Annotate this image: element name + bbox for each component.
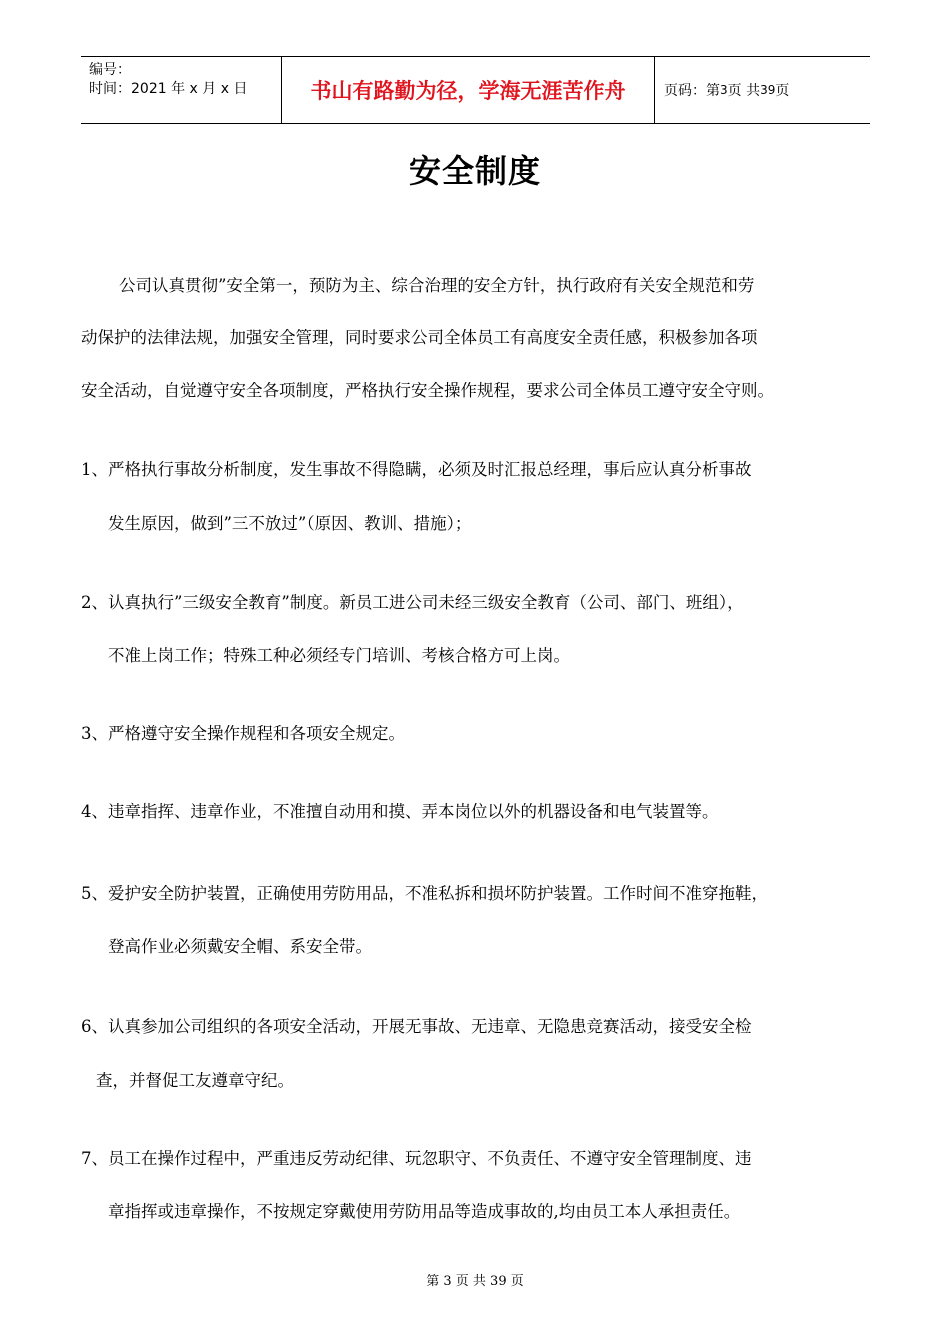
header-motto: 书山有路勤为径，学海无涯苦作舟 bbox=[281, 57, 655, 123]
header-page-info bbox=[655, 57, 870, 123]
intro-line: 安全活动，自觉遵守安全各项制度，严格执行安全操作规程，要求公司全体员工遵守安全守则。 bbox=[81, 381, 774, 400]
rule-6-line-1: 6、认真参加公司组织的各项安全活动，开展无事故、无违章、无隐患竞赛活动，接受安全检 bbox=[81, 1017, 752, 1036]
rule-5-line-2: 登高作业必须戴安全帽、系安全带。 bbox=[108, 937, 372, 956]
page-suffix: 页 bbox=[775, 83, 790, 99]
rule-3-line-1: 3、严格遵守安全操作规程和各项安全规定。 bbox=[81, 724, 405, 743]
document-title: 安全制度 bbox=[408, 152, 541, 190]
intro-line: 动保护的法律法规，加强安全管理，同时要求公司全体员工有高度安全责任感，积极参加各项 bbox=[81, 328, 758, 347]
page-number: 3 bbox=[720, 83, 728, 97]
intro-line: 公司认真贯彻”安全第一，预防为主、综合治理的安全方针，执行政府有关安全规范和劳 bbox=[119, 276, 755, 295]
rule-7-line-2: 章指挥或违章操作，不按规定穿戴使用劳防用品等造成事故的,均由员工本人承担责任。 bbox=[108, 1202, 741, 1221]
rule-1-line-2: 发生原因，做到”三不放过”（原因、教训、措施）； bbox=[108, 514, 472, 533]
document-time: 时间：2021 年 x 月 x 日 bbox=[89, 81, 248, 97]
page-footer: 第 3 页 共 39 页 bbox=[426, 1274, 524, 1289]
document-number-label: 编号： bbox=[89, 62, 131, 78]
rule-4-line-1: 4、违章指挥、违章作业，不准擅自动用和摸、弄本岗位以外的机器设备和电气装置等。 bbox=[81, 802, 719, 821]
rule-5-line-1: 5、爱护安全防护装置，正确使用劳防用品，不准私拆和损坏防护装置。工作时间不准穿拖鞋， bbox=[81, 884, 768, 903]
header-meta bbox=[81, 57, 281, 123]
rule-1-line-1: 1、严格执行事故分析制度，发生事故不得隐瞒，必须及时汇报总经理，事后应认真分析事故 bbox=[81, 460, 752, 479]
page-prefix: 页码：第 bbox=[664, 83, 720, 99]
page-mid: 页 共 bbox=[727, 83, 761, 99]
page-header bbox=[81, 56, 870, 124]
rule-7-line-1: 7、员工在操作过程中，严重违反劳动纪律、玩忽职守、不负责任、不遵守安全管理制度、违 bbox=[81, 1149, 752, 1168]
rule-6-line-2: 查，并督促工友遵章守纪。 bbox=[96, 1071, 294, 1090]
rule-2-line-1: 2、认真执行”三级安全教育”制度。新员工进公司未经三级安全教育（公司、部门、班组）， bbox=[81, 593, 744, 612]
page-total: 39 bbox=[760, 83, 776, 97]
rule-2-line-2: 不准上岗工作；特殊工种必须经专门培训、考核合格方可上岗。 bbox=[108, 646, 570, 665]
